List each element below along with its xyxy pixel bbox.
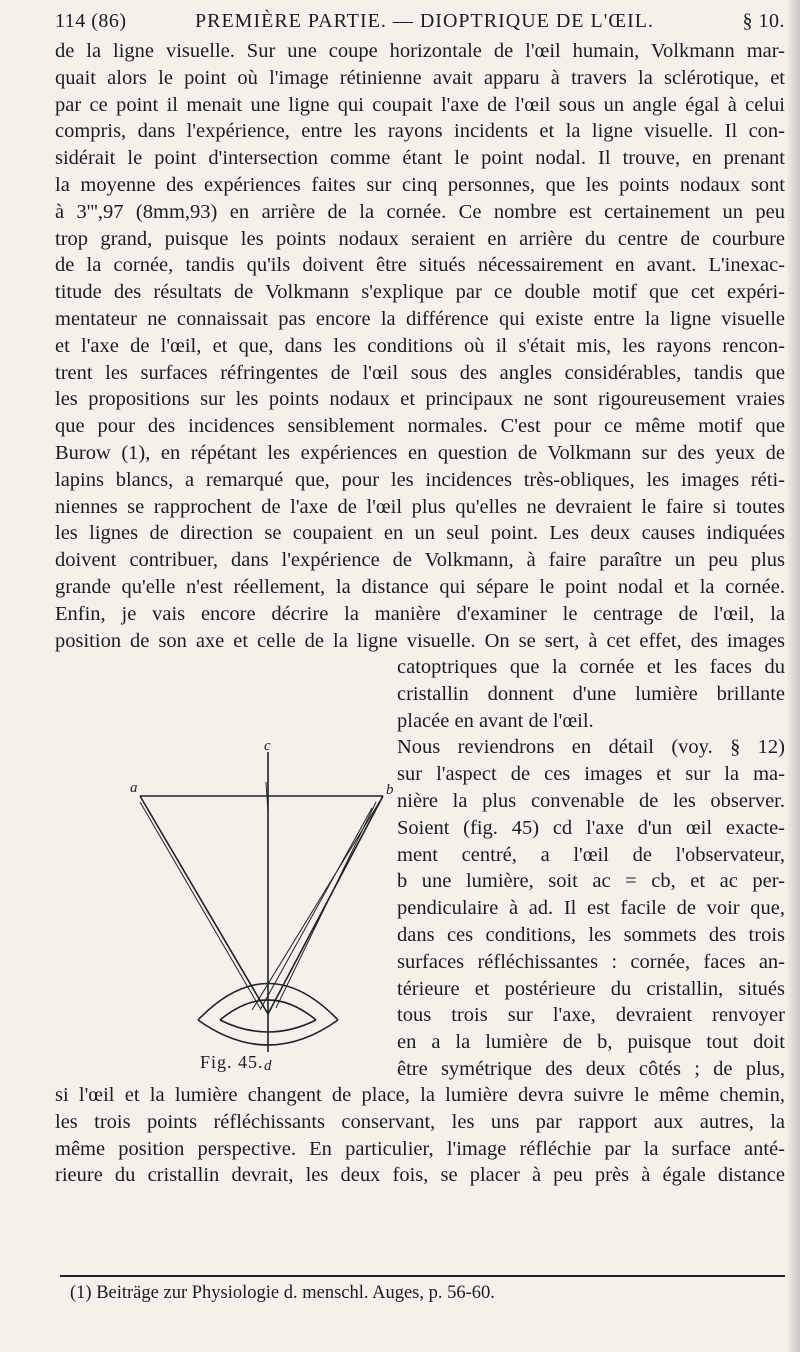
text-line: mentateur ne connaissait pas encore la différence qui existe entre la ligne visuelle [55,308,785,330]
text-line: de la ligne visuelle. Sur une coupe horizontale de l'œil humain, Volkmann mar- [55,40,785,62]
text-line: sur l'aspect de ces images et sur la ma- [397,763,785,786]
text-line: compris, dans l'expérience, entre les rayons incidents et la ligne visuelle. Il con- [55,120,785,143]
label-a: a [130,780,138,796]
text-line: trop grand, puisque les points nodaux seraient en arrière du centre de courbure [55,227,785,250]
text-line: la moyenne des expériences faites sur cinq personnes, que les points nodaux sont [55,174,785,196]
text-line: pendiculaire à ad. Il est facile de voir que, [397,897,785,920]
text-line: dans ces conditions, les sommets des trois [397,924,785,946]
page-edge-shadow [786,0,800,1352]
label-b: b [386,782,394,798]
text-line: ment centré, a l'œil de l'observateur, [397,843,785,866]
text-line: les lignes de direction se coupaient en un seul point. Les deux causes indiquées [55,522,785,545]
text-line: tous trois sur l'axe, devraient renvoyer [397,1004,785,1027]
footnote: (1) Beiträge zur Physiologie d. menschl. Auges, p. 56-60. [70,1283,495,1303]
section-number: § 10. [742,10,785,32]
text-line: et l'axe de l'œil, et que, dans les conditions où il s'était mis, les rayons rencon- [55,334,785,357]
text-line: trent les surfaces réfringentes de l'œil sous des angles considérables, tandis que [55,361,785,384]
text-line: b une lumière, soit ac = cb, et ac per- [397,870,785,893]
text-line: grande qu'elle n'est réellement, la distance qui sépare le point nodal et la cornée. [55,576,785,598]
text-line: surfaces réfléchissantes : cornée, faces an- [397,950,785,973]
text-line: les propositions sur les points nodaux et principaux ne sont rigoureusement vraies [55,388,785,411]
figure-45-diagram [128,738,398,1077]
text-line: lapins blancs, a remarqué que, pour les incidences très-obliques, les images réti- [55,468,785,491]
text-line: nière la plus convenable de les observer. [397,790,785,812]
text-line: placée en avant de l'œil. [397,709,594,732]
text-line: les trois points réfléchissants conservant, les uns par rapport aux autres, la [55,1110,785,1133]
label-d: d [264,1058,272,1074]
text-line: rieure du cristallin devrait, les deux fois, se placer à peu près à égale distance [55,1164,785,1187]
label-c: c [264,738,271,754]
text-line: à 3''',97 (8mm,93) en arrière de la cornée. Ce nombre est certainement un peu [55,200,785,223]
text-line: que pour des incidences sensiblement normales. C'est pour ce même motif que [55,415,785,438]
text-line: catoptriques que la cornée et les faces du [397,656,785,678]
footnote-rule [60,1275,785,1277]
text-line: doivent contribuer, dans l'expérience de Volkmann, à faire paraître un peu plus [55,549,785,572]
text-line: si l'œil et la lumière changent de place, la lumière devra suivre le même chemin, [55,1084,785,1106]
text-line: niennes se rapprochent de l'axe de l'œil plus qu'elles ne devraient le faire si toutes [55,495,785,518]
text-line: être symétrique des deux côtés ; de plus, [397,1058,785,1080]
text-line: position de son axe et celle de la ligne visuelle. On se sert, à cet effet, des images [55,629,785,652]
text-line: quait alors le point où l'image rétinienne avait apparu à travers la sclérotique, et [55,66,785,89]
text-line: Soient (fig. 45) cd l'axe d'un œil exacte- [397,816,785,839]
ray-a [140,796,268,1014]
text-line: de la cornée, tandis qu'ils doivent être situés nécessairement en avant. L'inexac- [55,254,785,277]
text-line: en a la lumière de b, puisque tout doit [397,1031,785,1054]
text-line: Nous reviendrons en détail (voy. § 12) [397,736,785,759]
text-line: par ce point il menait une ligne qui coupait l'axe de l'œil sous un angle égal à celui [55,93,785,116]
text-line: Burow (1), en répétant les expériences en question de Volkmann sur des yeux de [55,442,785,464]
text-line: térieure et postérieure du cristallin, situés [397,977,785,1000]
text-line: même position perspective. En particulier, l'image réfléchie par la surface anté- [55,1137,785,1160]
text-line: titude des résultats de Volkmann s'explique par ce double motif que cet expéri- [55,281,785,304]
page-number: 114 (86) [55,10,127,32]
text-line: sidérait le point d'intersection comme étant le point nodal. Il trouve, en prenant [55,147,785,170]
text-line: cristallin donnent d'une lumière brillante [397,682,785,705]
figure-caption: Fig. 45. [200,1052,264,1072]
text-line: Enfin, je vais encore décrire la manière d'examiner le centrage de l'œil, la [55,602,785,625]
running-header [55,6,785,36]
running-title: PREMIÈRE PARTIE. — DIOPTRIQUE DE L'ŒIL. [195,10,654,32]
